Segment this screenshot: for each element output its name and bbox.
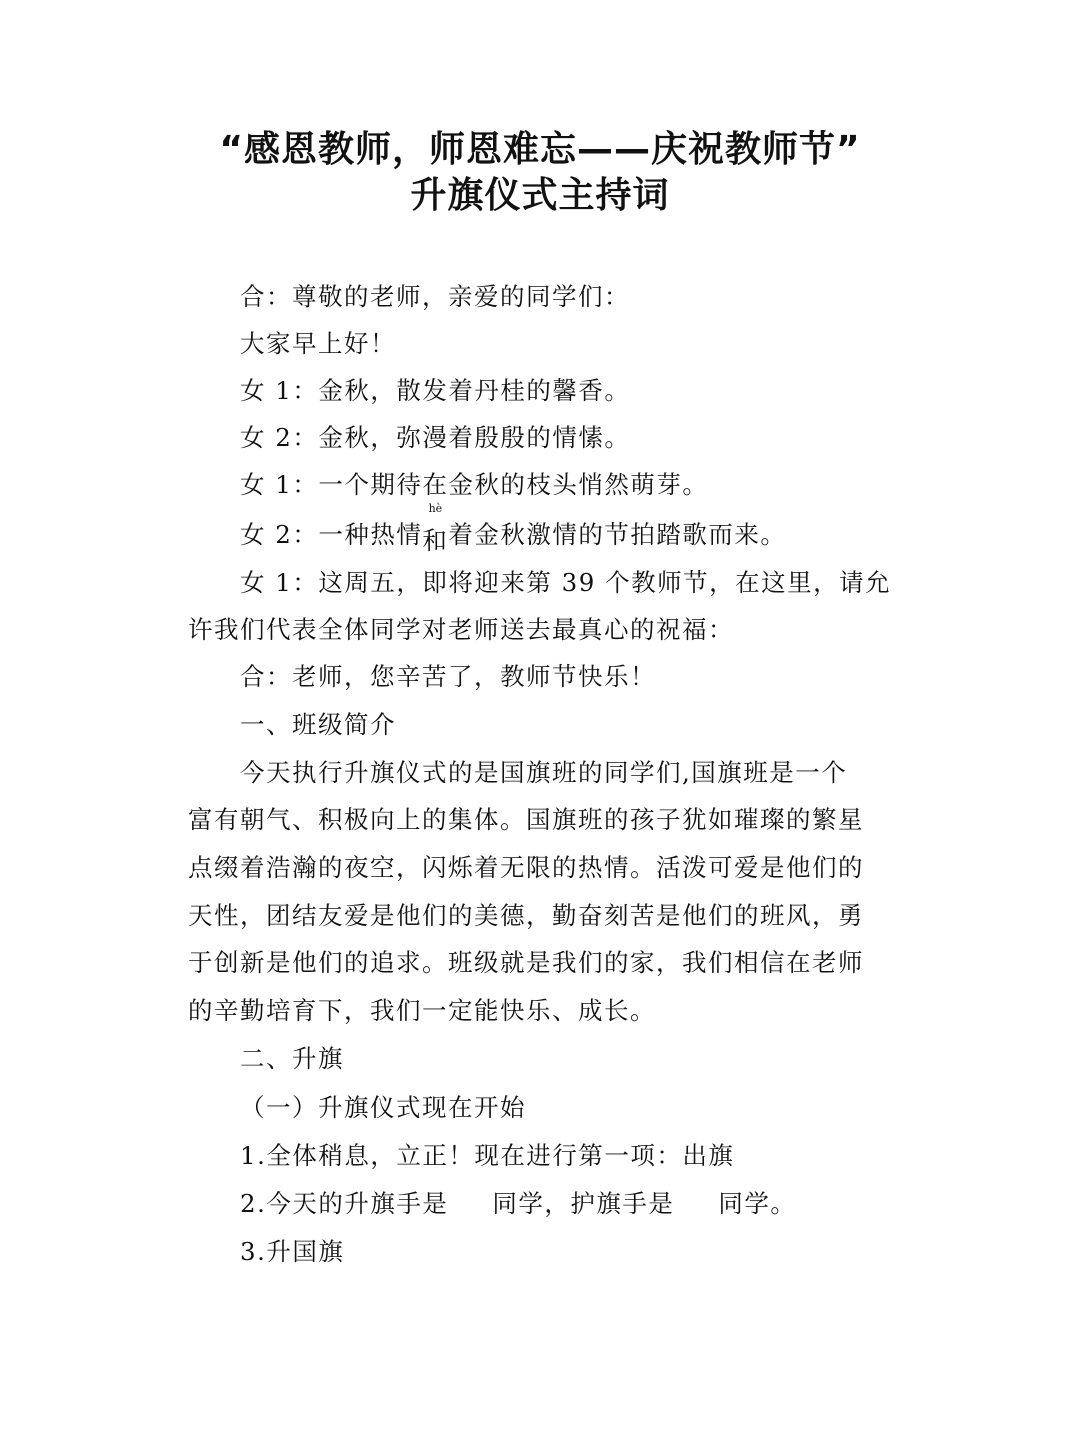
paragraph-line: 点缀着浩瀚的夜空，闪烁着无限的热情。活泼可爱是他们的	[188, 853, 864, 882]
list-item-text: 同学，护旗手是	[492, 1189, 675, 1218]
paragraph-line: 合：尊敬的老师，亲爱的同学们：	[240, 282, 630, 311]
list-item-text: 2.今天的升旗手是	[240, 1189, 449, 1218]
paragraph-line: 富有朝气、积极向上的集体。国旗班的孩子犹如璀璨的繁星	[188, 805, 864, 834]
paragraph-line: 女 2：金秋，弥漫着殷殷的情愫。	[240, 423, 631, 452]
document-title-line-2: 升旗仪式主持词	[410, 175, 670, 216]
paragraph-text: 女 2：一种热情	[240, 520, 423, 549]
paragraph-line: 女 1：这周五，即将迎来第 39 个教师节，在这里，请允	[240, 568, 892, 597]
list-item-text: 同学。	[718, 1189, 797, 1218]
paragraph-line: 大家早上好！	[240, 329, 396, 358]
list-item: 3.升国旗	[240, 1237, 345, 1266]
subsection-heading: （一）升旗仪式现在开始	[240, 1093, 526, 1122]
list-item-with-blanks	[240, 1186, 796, 1222]
ruby-annotation	[422, 502, 449, 555]
paragraph-line: 天性，团结友爱是他们的美德，勤奋刻苦是他们的班风，勇	[188, 901, 864, 930]
paragraph-line: 于创新是他们的追求。班级就是我们的家，我们相信在老师	[188, 948, 864, 977]
paragraph-line: 女 1：一个期待在金秋的枝头悄然萌芽。	[240, 470, 709, 499]
paragraph-line: 许我们代表全体同学对老师送去最真心的祝福：	[188, 615, 734, 644]
section-heading: 一、班级简介	[240, 710, 396, 739]
pinyin-annotation: hè	[428, 502, 443, 515]
paragraph-text: 着金秋激情的节拍踏歌而来。	[448, 520, 787, 549]
section-heading: 二、升旗	[240, 1044, 344, 1073]
ruby-base-character: 和	[422, 526, 449, 555]
paragraph-line-with-ruby	[240, 502, 787, 555]
paragraph-line: 女 1：金秋，散发着丹桂的馨香。	[240, 376, 631, 405]
paragraph-line: 的辛勤培育下，我们一定能快乐、成长。	[188, 996, 656, 1025]
paragraph-line: 今天执行升旗仪式的是国旗班的同学们,国旗班是一个	[240, 758, 848, 787]
document-title-line-1: “感恩教师，师恩难忘——庆祝教师节”	[219, 129, 861, 170]
paragraph-line: 合：老师，您辛苦了，教师节快乐！	[240, 662, 656, 691]
list-item: 1.全体稍息，立正！现在进行第一项：出旗	[240, 1141, 735, 1170]
